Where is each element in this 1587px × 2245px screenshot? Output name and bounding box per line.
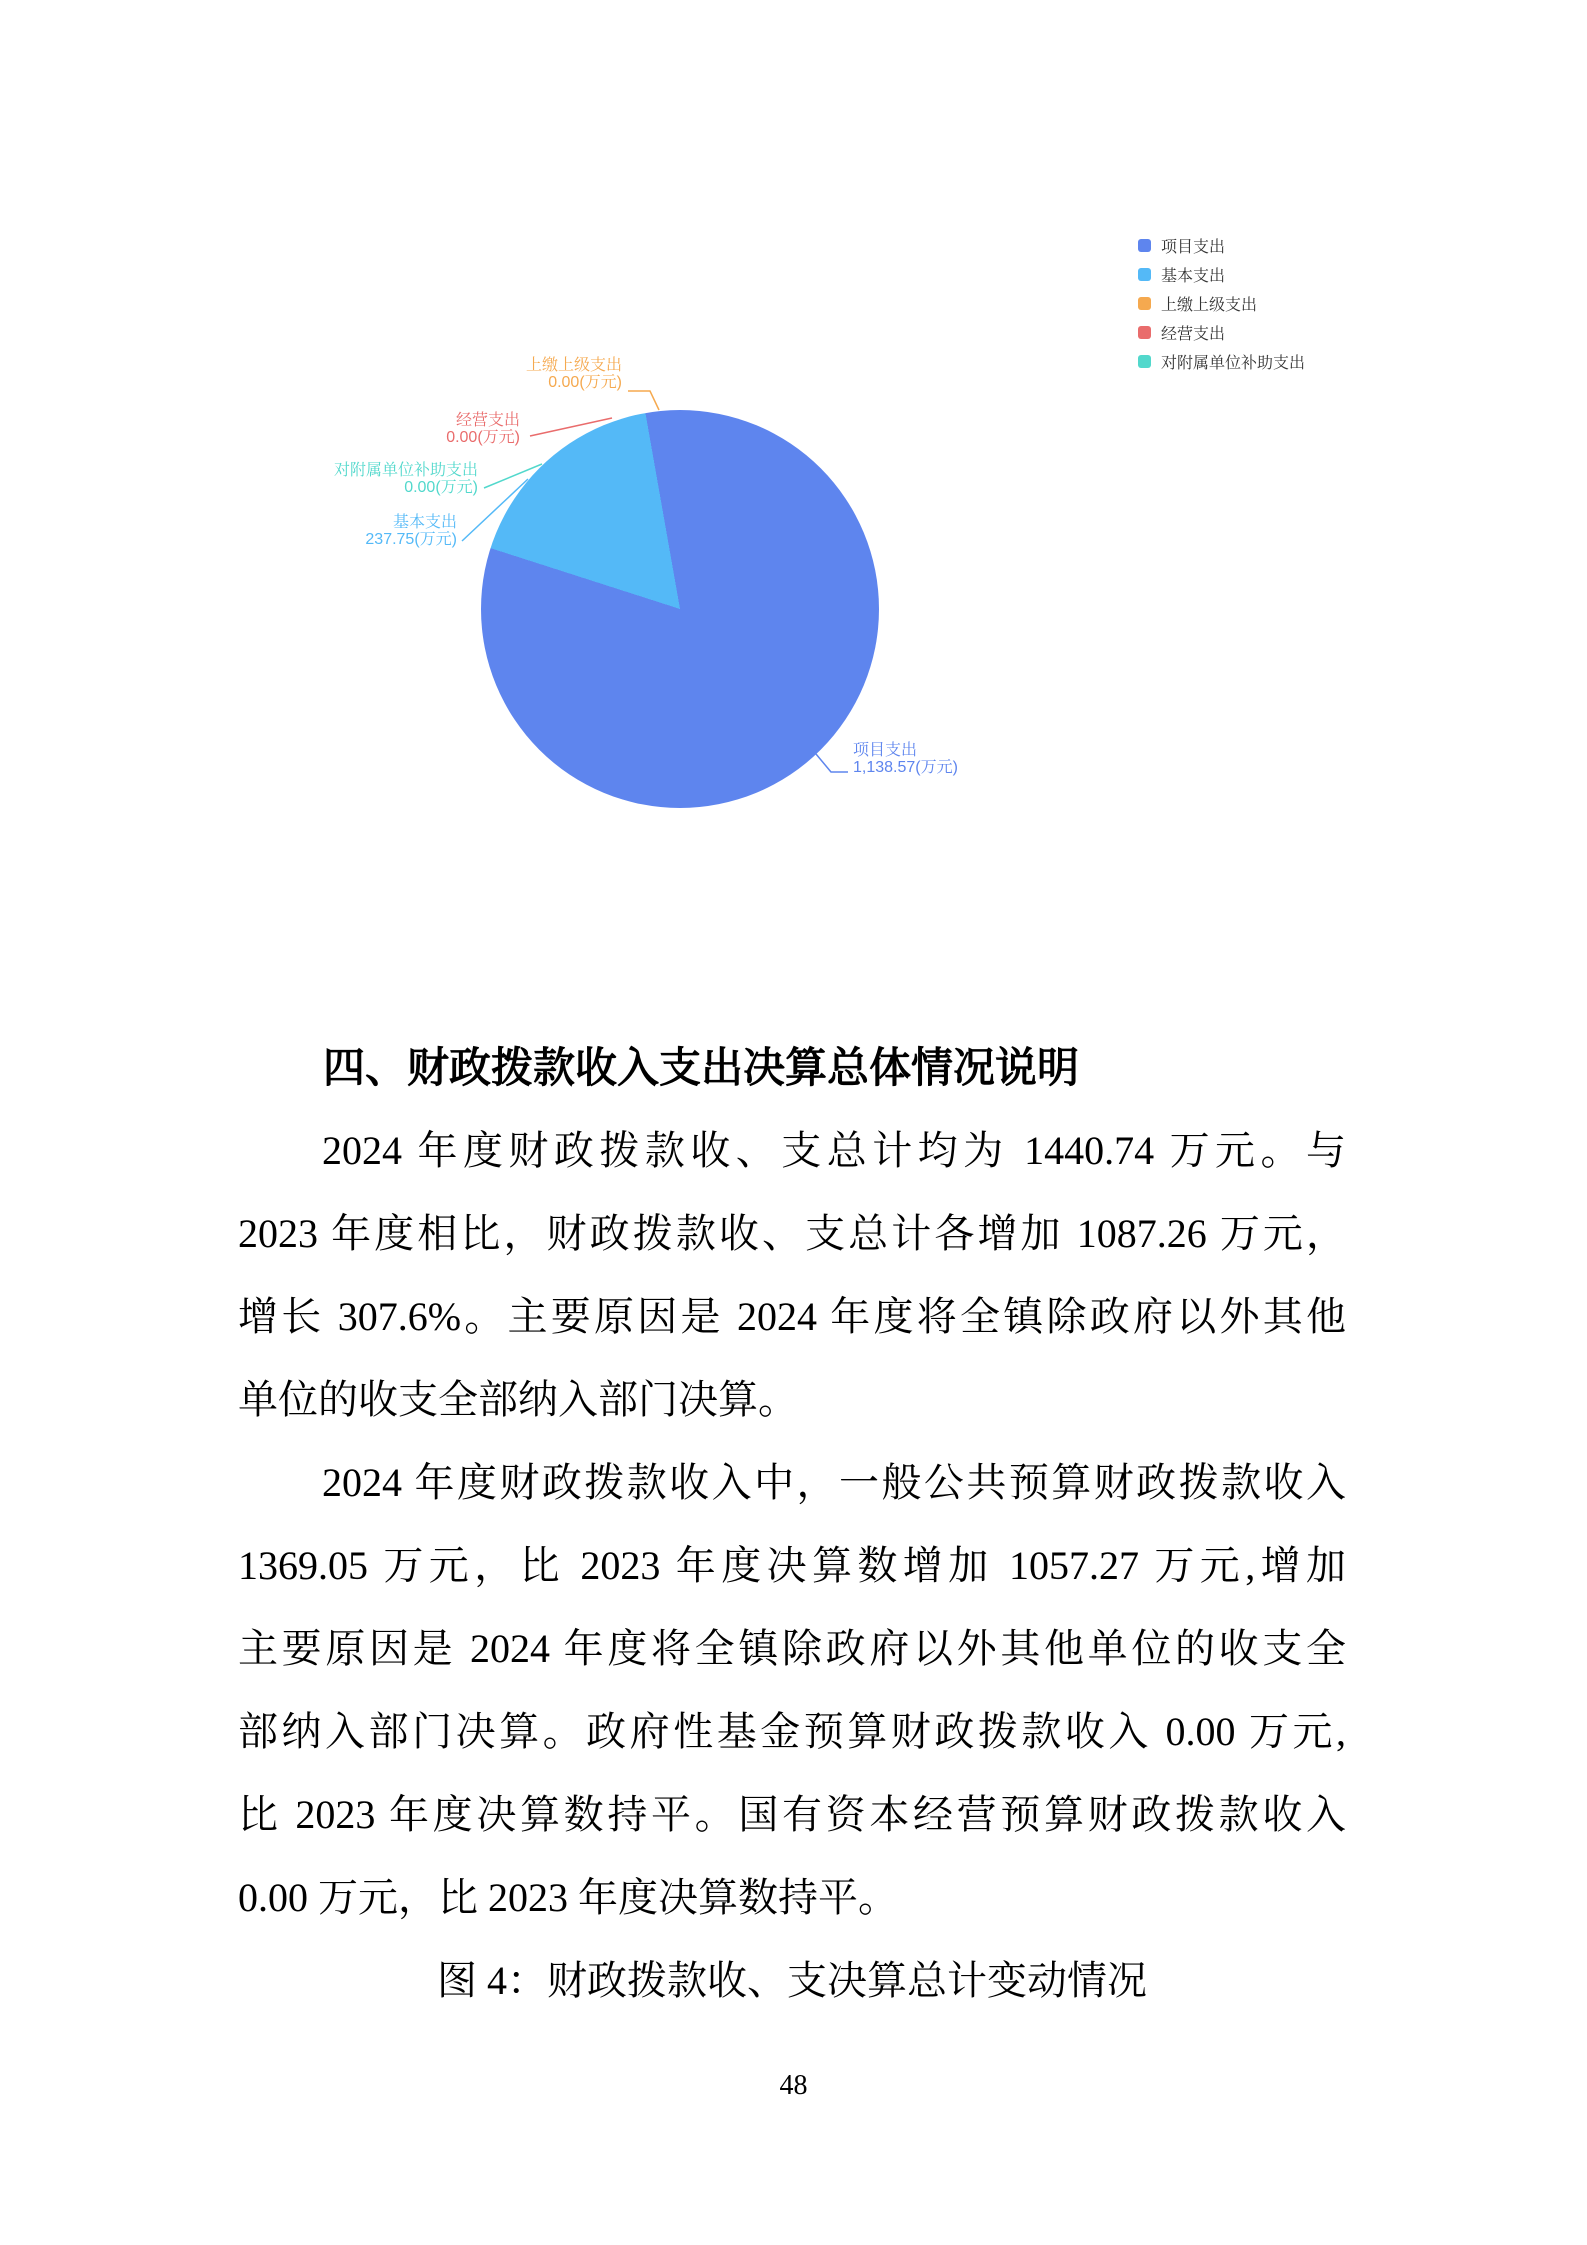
legend-item-label: 经营支出 — [1161, 326, 1226, 343]
leader-line — [628, 391, 659, 410]
paragraph-line: 1369.05 万元，比 2023 年度决算数增加 1057.27 万元,增加 — [238, 1543, 1346, 1588]
pie-slice-label — [334, 462, 478, 496]
legend-item-label: 项目支出 — [1161, 239, 1226, 256]
label-leader-lines — [0, 0, 1587, 900]
paragraph-line: 2023 年度相比，财政拨款收、支总计各增加 1087.26 万元， — [238, 1211, 1346, 1256]
leader-line — [484, 464, 542, 488]
paragraph-line: 2024 年度财政拨款收、支总计均为 1440.74 万元。与 — [322, 1128, 1346, 1173]
paragraph-line: 2024 年度财政拨款收入中，一般公共预算财政拨款收入 — [322, 1460, 1346, 1505]
pie-label-value: 0.00(万元) — [548, 374, 622, 391]
pie-slice-label — [365, 514, 457, 548]
pie-label-name: 基本支出 — [392, 514, 457, 531]
legend-item-label: 基本支出 — [1161, 268, 1226, 285]
pie-label-name: 经营支出 — [455, 412, 520, 429]
paragraph-line: 主要原因是 2024 年度将全镇除政府以外其他单位的收支全 — [238, 1626, 1346, 1671]
pie-label-name: 上缴上级支出 — [525, 357, 622, 374]
pie-slice-label — [446, 412, 520, 446]
pie-label-value: 0.00(万元) — [404, 479, 478, 496]
pie-slice-label — [853, 742, 958, 776]
pie-label-name: 对附属单位补助支出 — [333, 462, 478, 479]
pie-slice-label — [526, 357, 622, 391]
paragraph-line: 0.00 万元，比 2023 年度决算数持平。 — [238, 1875, 898, 1920]
pie-label-value: 237.75(万元) — [365, 531, 457, 548]
pie-label-value: 1,138.57(万元) — [853, 759, 958, 776]
figure-caption: 图 4：财政拨款收、支决算总计变动情况 — [437, 1958, 1147, 2003]
text-block — [238, 1026, 1346, 2022]
pie-label-value: 0.00(万元) — [446, 429, 520, 446]
paragraph-line: 比 2023 年度决算数持平。国有资本经营预算财政拨款收入 — [238, 1792, 1346, 1837]
pie-chart-figure — [0, 0, 1587, 960]
paragraph-line: 增长 307.6%。主要原因是 2024 年度将全镇除政府以外其他 — [238, 1294, 1346, 1339]
section-heading: 四、财政拨款收入支出决算总体情况说明 — [323, 1044, 1080, 1091]
pie-label-name: 项目支出 — [853, 742, 918, 759]
page-number: 48 — [779, 2070, 808, 2101]
paragraph-line: 部纳入部门决算。政府性基金预算财政拨款收入 0.00 万元, — [238, 1709, 1346, 1754]
paragraph-line: 单位的收支全部纳入部门决算。 — [238, 1377, 798, 1422]
leader-line — [816, 754, 848, 772]
legend-item-label: 对附属单位补助支出 — [1161, 355, 1306, 372]
leader-line — [530, 418, 612, 436]
legend-item-label: 上缴上级支出 — [1161, 297, 1258, 314]
